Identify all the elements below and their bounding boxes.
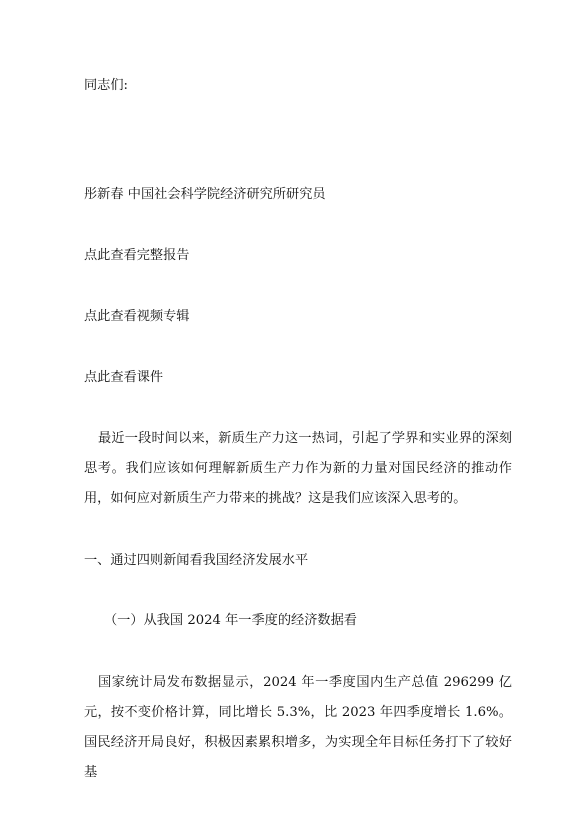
full-report-link[interactable]: 点此查看完整报告: [84, 248, 190, 263]
courseware-link[interactable]: 点此查看课件: [84, 370, 164, 385]
author-byline: 彤新春 中国社会科学院经济研究所研究员: [84, 187, 326, 202]
section-heading: 一、通过四则新闻看我国经济发展水平: [84, 553, 309, 568]
video-album-link[interactable]: 点此查看视频专辑: [84, 309, 190, 324]
stats-paragraph: 国家统计局发布数据显示，2024 年一季度国内生产总值 296299 亿元，按不变价格计算，同比增长 5.3%，比 2023 年四季度增长 1.6%。国民经济开局良好，积极因素累积增多，为实现全年目标任务打下了较好基: [84, 675, 512, 780]
salutation: 同志们:: [84, 78, 129, 93]
subsection-heading: （一）从我国 2024 年一季度的经济数据看: [104, 613, 357, 628]
intro-paragraph: 最近一段时间以来，新质生产力这一热词，引起了学界和实业界的深刻思考。我们应该如何理解新质生产力作为新的力量对国民经济的推动作用，如何应对新质生产力带来的挑战？这是我们应该深入思考的。: [84, 431, 512, 506]
